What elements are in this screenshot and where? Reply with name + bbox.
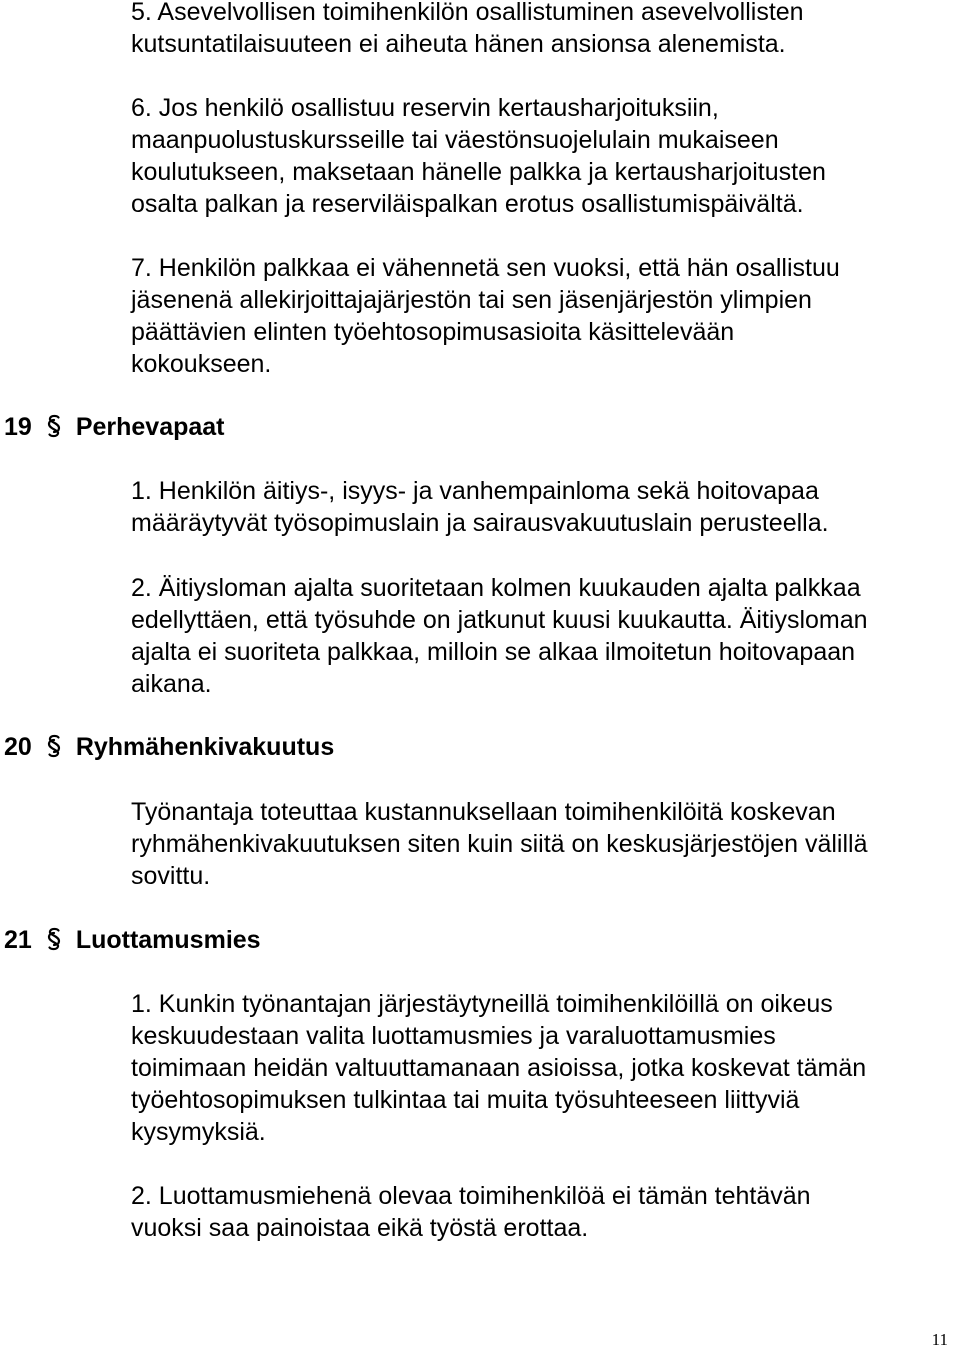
paragraph-21-1: 1. Kunkin työnantajan järjestäytyneillä toimihenkilöillä on oikeus keskuudestaan valita luottamusmies ja varaluottamusmies toimimaan heidän valtuuttamanaan asioissa, jotka koskevat tämän työehtosopimuksen tulkintaa tai muita työsuhteeseen liittyviä kysymyksiä.	[131, 990, 867, 1146]
section-heading-20	[4, 731, 334, 763]
section-number: 20	[4, 733, 32, 761]
section-title: Perhevapaat	[75, 413, 225, 441]
section-title: Ryhmähenkivakuutus	[75, 733, 335, 761]
paragraph-5: 5. Asevelvollisen toimihenkilön osallistuminen asevelvollisten kutsuntatilaisuuteen ei aiheuta hänen ansionsa alenemista.	[131, 0, 804, 58]
section-heading-19	[4, 411, 225, 443]
section-number: 19	[4, 413, 32, 441]
paragraph-20: Työnantaja toteuttaa kustannuksellaan toimihenkilöitä koskevan ryhmähenkivakuutuksen siten kuin siitä on keskusjärjestöjen välillä sovittu.	[131, 798, 868, 890]
paragraph-19-1: 1. Henkilön äitiys-, isyys- ja vanhempainloma sekä hoitovapaa määräytyvät työsopimuslain ja sairausvakuutuslain perusteella.	[131, 477, 829, 537]
section-number: 21	[4, 926, 32, 954]
section-sign-icon	[46, 734, 62, 758]
paragraph-7: 7. Henkilön palkkaa ei vähennetä sen vuoksi, että hän osallistuu jäsenenä allekirjoittajajärjestön tai sen jäsenjärjestön ylimpien päättävien elinten työehtosopimusasioita käsittelevään kokoukseen.	[131, 254, 840, 378]
paragraph-19-2: 2. Äitiysloman ajalta suoritetaan kolmen kuukauden ajalta palkkaa edellyttäen, että työsuhde on jatkunut kuusi kuukautta. Äitiysloman ajalta ei suoriteta palkkaa, milloin se alkaa ilmoitetun hoitovapaan aikana.	[131, 574, 868, 698]
section-sign-icon	[46, 927, 62, 951]
paragraph-21-2: 2. Luottamusmiehenä olevaa toimihenkilöä ei tämän tehtävän vuoksi saa painoistaa eikä työstä erottaa.	[131, 1182, 811, 1242]
section-heading-21	[4, 924, 261, 956]
section-sign-icon	[46, 414, 62, 438]
paragraph-6: 6. Jos henkilö osallistuu reservin kertausharjoituksiin, maanpuolustuskursseille tai väestönsuojelulain mukaiseen koulutukseen, maksetaan hänelle palkka ja kertausharjoitusten osalta palkan ja reserviläispalkan erotus osallistumispäivältä.	[131, 94, 826, 218]
section-title: Luottamusmies	[75, 926, 261, 954]
page-number: 11	[931, 1330, 948, 1349]
